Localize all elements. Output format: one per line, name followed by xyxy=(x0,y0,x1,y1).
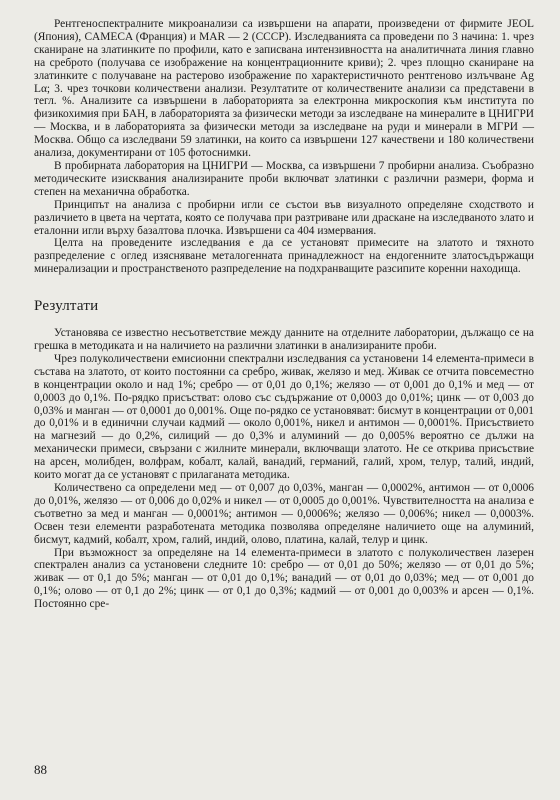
paragraph: Принципът на анализа с пробирни игли се състои във визуалното определяне сходството и различието в цвета на чертата, която се получава при разтриване или драскане на изследваното злато и еталонни игли върху базалтова плочка. Извършени са 404 измервания. xyxy=(34,198,534,237)
paragraph: Целта на проведените изследвания е да се установят примесите на златото и тяхното разпределение с оглед изясняване металогенната принадлежност на ендогенните златосъдържащи минерализации и пространственото разпределение на подхранващите разсипите коренни находища. xyxy=(34,237,534,276)
page-number: 88 xyxy=(34,762,47,777)
results-block xyxy=(34,327,534,611)
paragraph: Чрез полуколичествени емисионни спектрални изследвания са установени 14 елемента-примеси в състава на златото, от които постоянни са сребро, живак, желязо и мед. Живак се отчита повсеместно в концентрации около и над 1%; сребро — от 0,01 до 0,1%; желязо — от 0,001 до 0,1% и мед — от 0,0003 до 0,1%. По-рядко присъстват: олово със съдържание от 0,0003 до 0,01%; цинк — от 0,003 до 0,03% и манган — от 0,0001 до 0,001%. Още по-рядко се установяват: бисмут в концентрации от 0,001 до 0,01% и в единични случаи кадмий — около 0,001%, никел и антимон — 0,0001%. Присъствието на магнезий — до 0,2%, силиций — до 0,3% и алуминий — до 0,005% вероятно се дължи на механически примеси, свързани с жилните минерали, включващи златото. Не се открива присъствие на арсен, молибден, волфрам, кобалт, калай, ванадий, германий, галий, хром, телур, талий, индий, които могат да се установят с прилаганата методика. xyxy=(34,352,534,482)
paragraph: При възможност за определяне на 14 елемента-примеси в златото с полуколичествен лазерен спектрален анализ са установени следните 10: сребро — от 0,01 до 50%; желязо — от 0,01 до 5%; живак — от 0,1 до 5%; манган — от 0,01 до 0,1%; ванадий — от 0,01 до 0,03%; мед — от 0,001 до 0,1%; олово — от 0,1 до 2%; цинк — от 0,1 до 0,3%; кадмий — от 0,001 до 0,003% и арсен — 0,1%. Постоянно сре- xyxy=(34,546,534,611)
paragraph: В пробирната лаборатория на ЦНИГРИ — Москва, са извършени 7 пробирни анализа. Съобразно методическите изисквания анализираните проби включват златинки с различни размери, форма и степен на механична обработка. xyxy=(34,159,534,198)
paragraph: Установява се известно несъответствие между данните на отделните лаборатории, дължащо се на грешка в методиката и на наличието на различни златинки в анализираните проби. xyxy=(34,327,534,353)
section-heading: Резултати xyxy=(34,298,99,315)
paragraph: Рентгеноспектралните микроанализи са извършени на апарати, произведени от фирмите JEOL (Япония), CAMECA (Франция) и MAR — 2 (СССР). Изследванията са проведени по 3 начина: 1. чрез сканиране на златинките по профили, като е записвана интензивността на аналитичната линия главно на среброто (получава се изображение на концентрационните криви); 2. чрез площно сканиране на златинките с получаване на растерово изображение по характеристичното рентгеново излъчване Ag Lα; 3. чрез точкови количествени анализи. Резултатите от количествените анализи са представени в тегл. %. Анализите са извършени в лабораторията за електронна микроскопия към института по физикохимия при БАН, в лабораторията за физически методи за изследване на минералите в ЦНИГРИ — Москва, и в лабораторията за физически методи за изследване на руди и минерали в МГРИ — Москва. Общо са изследвани 59 златинки, на които са извършени 127 качествени и 180 количествени анализа, документирани от 105 фотоснимки. xyxy=(34,18,534,160)
paragraph: Количествено са определени мед — от 0,007 до 0,03%, манган — 0,0002%, антимон — от 0,0006 до 0,01%, желязо — от 0,006 до 0,02% и никел — от 0,0005 до 0,001%. Чувствителността на анализа е съответно за мед и манган — 0,0001%; антимон — 0,0006%; желязо — 0,006%; никел — 0,0003%. Освен тези елементи разработената методика позволява определяне наличието още на алуминий, бисмут, кадмий, кобалт, хром, галий, индий, олово, платина, калай, телур и цинк. xyxy=(34,482,534,546)
intro-block xyxy=(34,18,534,276)
